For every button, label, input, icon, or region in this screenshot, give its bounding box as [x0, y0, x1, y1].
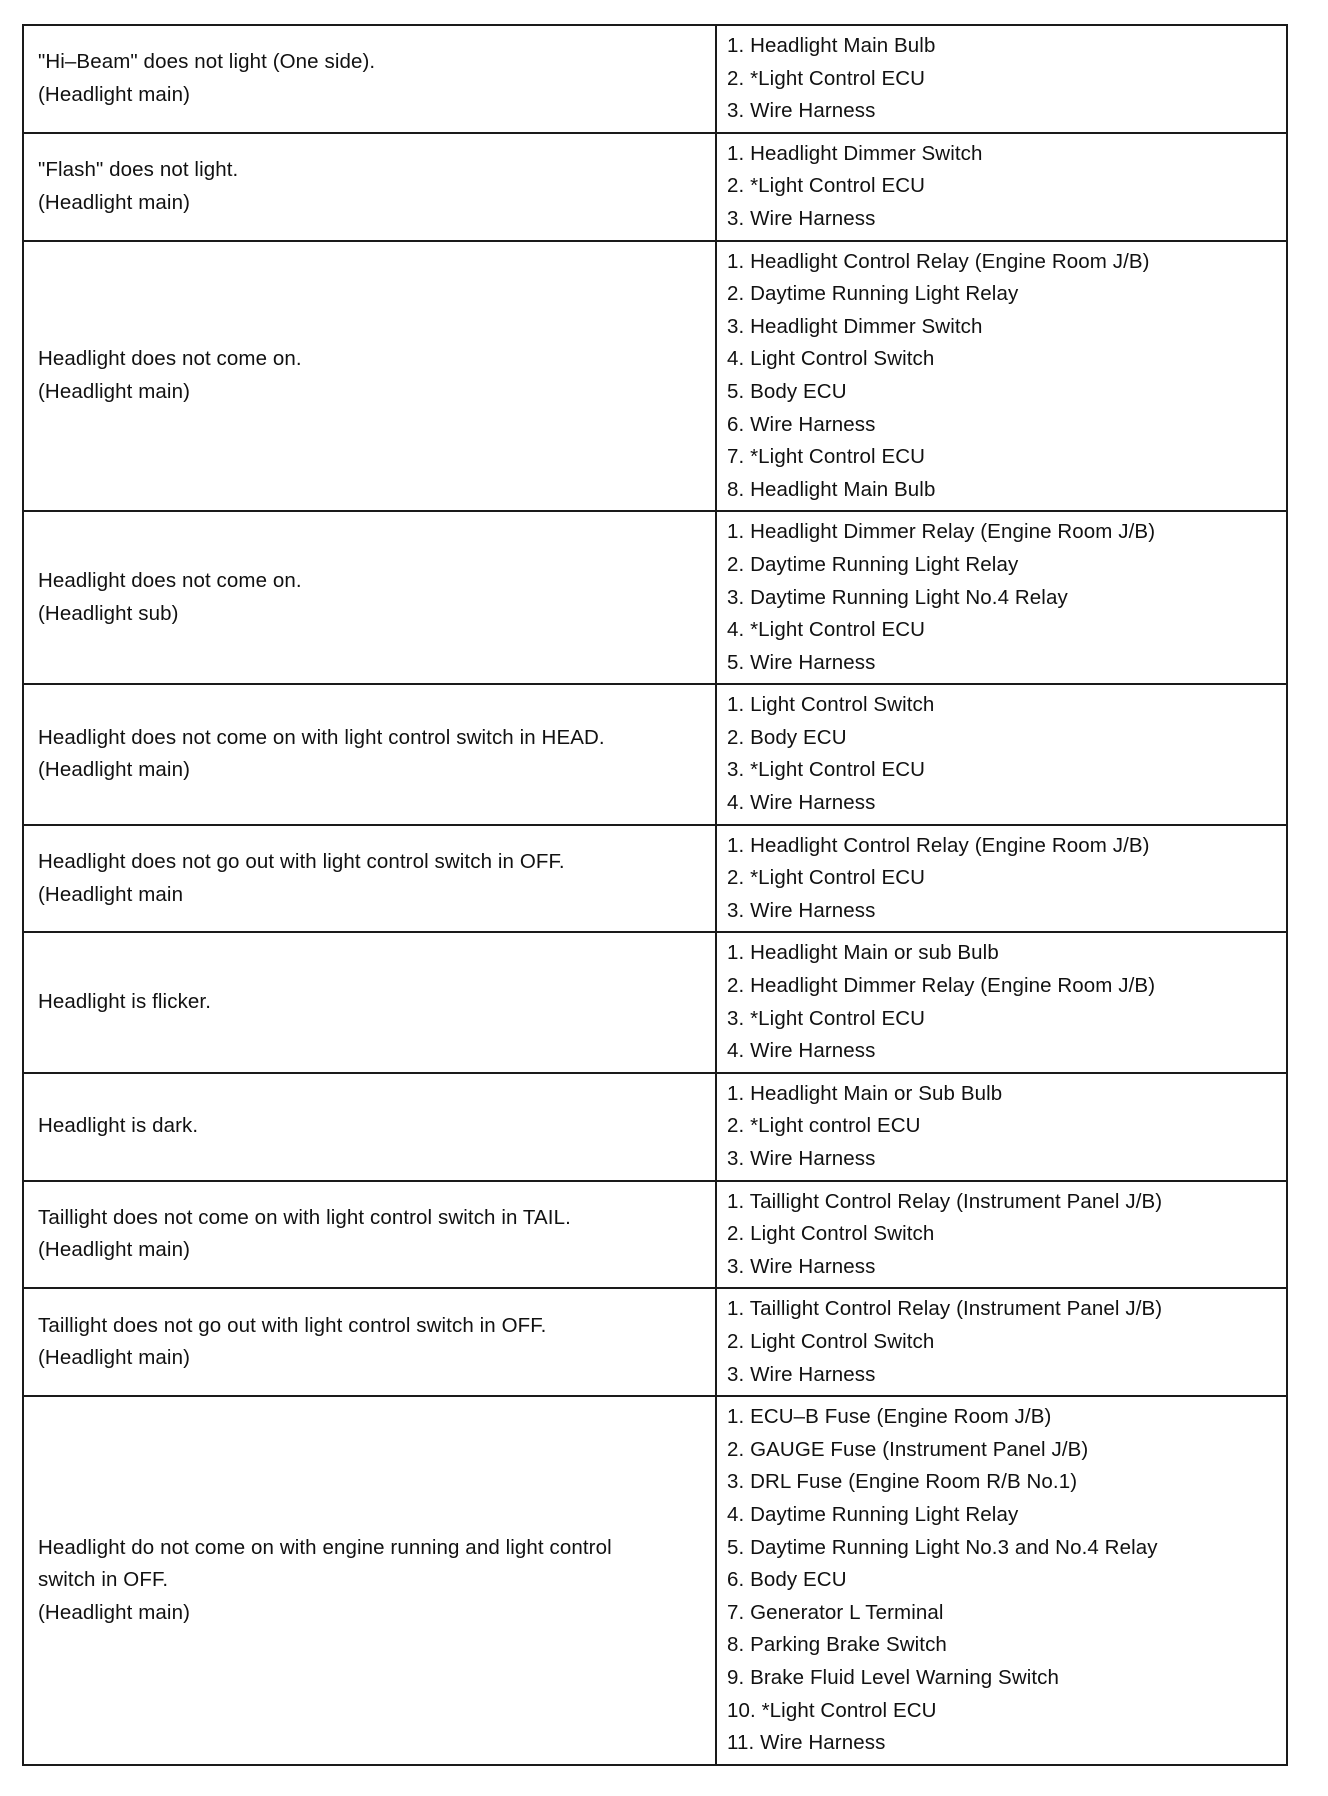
- symptom-text-line: Headlight does not come on.: [38, 569, 302, 593]
- symptom-text-line: (Headlight main): [38, 1238, 190, 1262]
- suspect-area-item: 4. Wire Harness: [727, 1039, 876, 1063]
- suspect-area-cell: [716, 1181, 1287, 1289]
- suspect-area-cell: [716, 1073, 1287, 1181]
- symptom-text-line: (Headlight main): [38, 379, 190, 403]
- symptom-text-line: Headlight do not come on with engine running and light control: [38, 1535, 612, 1559]
- suspect-area-item: 1. Taillight Control Relay (Instrument Panel J/B): [727, 1189, 1163, 1213]
- suspect-area-cell: [716, 511, 1287, 684]
- table-row: [23, 511, 1287, 684]
- suspect-area-item: 1. Headlight Main Bulb: [727, 34, 936, 57]
- suspect-area-item: 11. Wire Harness: [727, 1731, 886, 1755]
- suspect-area-item: 3. Daytime Running Light No.4 Relay: [727, 585, 1068, 609]
- suspect-area-cell: [716, 1396, 1287, 1765]
- suspect-area-cell: [716, 825, 1287, 933]
- symptom-cell: [23, 825, 716, 933]
- suspect-area-item: 5. Body ECU: [727, 379, 847, 403]
- suspect-area-item: 10. *Light Control ECU: [727, 1698, 937, 1722]
- suspect-area-item: 3. Wire Harness: [727, 1147, 876, 1170]
- suspect-area-item: 1. Headlight Main or Sub Bulb: [727, 1081, 1003, 1105]
- symptom-cell: [23, 1073, 716, 1181]
- symptom-text-line: (Headlight main): [38, 190, 190, 214]
- symptom-text-line: (Headlight main): [38, 1346, 190, 1370]
- suspect-area-item: 2. Light Control Switch: [727, 1329, 935, 1353]
- suspect-area-item: 6. Wire Harness: [727, 412, 876, 436]
- suspect-area-cell: [716, 1288, 1287, 1396]
- symptom-cell: [23, 1288, 716, 1396]
- suspect-area-item: 2. GAUGE Fuse (Instrument Panel J/B): [727, 1437, 1089, 1461]
- symptom-text-line: Headlight is flicker.: [38, 990, 212, 1014]
- symptom-text-line: (Headlight main): [38, 1600, 190, 1624]
- suspect-area-item: 2. Daytime Running Light Relay: [727, 552, 1019, 576]
- suspect-area-item: 3. Wire Harness: [727, 206, 876, 230]
- symptom-text-line: "Flash" does not light.: [38, 158, 239, 182]
- table-row: [23, 825, 1287, 933]
- suspect-area-item: 4. Daytime Running Light Relay: [727, 1502, 1019, 1526]
- suspect-area-item: 1. Headlight Main or sub Bulb: [727, 941, 999, 965]
- symptom-cell: [23, 133, 716, 241]
- suspect-area-item: 1. ECU–B Fuse (Engine Room J/B): [727, 1405, 1052, 1429]
- symptom-cell: [23, 1181, 716, 1289]
- symptom-text-line: (Headlight sub): [38, 601, 179, 625]
- suspect-area-item: 1. Headlight Dimmer Relay (Engine Room J/B): [727, 520, 1156, 544]
- suspect-area-item: 3. *Light Control ECU: [727, 758, 926, 782]
- symptom-text-line: Headlight does not go out with light control switch in OFF.: [38, 849, 565, 873]
- suspect-area-item: 1. Light Control Switch: [727, 693, 935, 717]
- suspect-area-item: 7. *Light Control ECU: [727, 445, 926, 469]
- suspect-area-item: 1. Headlight Control Relay (Engine Room J/B): [727, 833, 1150, 857]
- suspect-area-item: 4. Wire Harness: [727, 791, 876, 815]
- suspect-area-item: 4. *Light Control ECU: [727, 618, 926, 642]
- suspect-area-cell: [716, 25, 1287, 133]
- suspect-area-item: 8. Parking Brake Switch: [727, 1633, 947, 1657]
- symptom-text-line: switch in OFF.: [38, 1568, 169, 1592]
- symptom-text-line: (Headlight main: [38, 882, 184, 906]
- suspect-area-item: 2. Headlight Dimmer Relay (Engine Room J/B): [727, 974, 1156, 998]
- suspect-area-cell: [716, 684, 1287, 824]
- table-row: [23, 684, 1287, 824]
- table-body: [23, 25, 1287, 1765]
- suspect-area-item: 3. Wire Harness: [727, 1362, 876, 1386]
- suspect-area-item: 2. *Light Control ECU: [727, 174, 926, 198]
- symptom-text-line: Headlight does not come on with light control switch in HEAD.: [38, 725, 605, 749]
- suspect-area-cell: [716, 241, 1287, 512]
- suspect-area-item: 5. Wire Harness: [727, 650, 876, 674]
- symptom-cell: [23, 1396, 716, 1765]
- suspect-area-item: 6. Body ECU: [727, 1568, 847, 1592]
- suspect-area-item: 3. Wire Harness: [727, 99, 876, 123]
- symptom-text-line: (Headlight main): [38, 758, 190, 782]
- suspect-area-item: 3. DRL Fuse (Engine Room R/B No.1): [727, 1470, 1078, 1494]
- table-row: [23, 932, 1287, 1072]
- suspect-area-item: 1. Taillight Control Relay (Instrument Panel J/B): [727, 1297, 1163, 1321]
- troubleshooting-page: [22, 24, 1288, 1766]
- suspect-area-item: 1. Headlight Control Relay (Engine Room J/B): [727, 249, 1150, 273]
- suspect-area-item: 5. Daytime Running Light No.3 and No.4 Relay: [727, 1535, 1158, 1559]
- table-row: [23, 241, 1287, 512]
- symptom-cell: [23, 684, 716, 824]
- suspect-area-item: 2. *Light Control ECU: [727, 66, 926, 90]
- symptom-text-line: Taillight does not go out with light control switch in OFF.: [38, 1313, 547, 1337]
- suspect-area-cell: [716, 932, 1287, 1072]
- suspect-area-item: 3. Wire Harness: [727, 898, 876, 922]
- suspect-area-cell: [716, 133, 1287, 241]
- suspect-area-item: 2. Light Control Switch: [727, 1222, 935, 1246]
- symptom-text-line: Headlight is dark.: [38, 1114, 199, 1138]
- suspect-area-item: 2. Daytime Running Light Relay: [727, 282, 1019, 306]
- suspect-area-item: 8. Headlight Main Bulb: [727, 477, 936, 501]
- suspect-area-item: 2. Body ECU: [727, 725, 847, 749]
- table-row: [23, 25, 1287, 133]
- symptom-cell: [23, 241, 716, 512]
- symptom-cell: [23, 932, 716, 1072]
- suspect-area-item: 9. Brake Fluid Level Warning Switch: [727, 1665, 1060, 1689]
- suspect-area-item: 3. Wire Harness: [727, 1254, 876, 1278]
- symptom-text-line: Headlight does not come on.: [38, 347, 302, 371]
- suspect-area-item: 2. *Light Control ECU: [727, 866, 926, 890]
- suspect-area-item: 4. Light Control Switch: [727, 347, 935, 371]
- symptom-text-line: (Headlight main): [38, 82, 190, 106]
- problem-symptoms-table: [22, 24, 1288, 1766]
- symptom-cell: [23, 25, 716, 133]
- table-row: [23, 1396, 1287, 1765]
- table-row: [23, 1181, 1287, 1289]
- table-row: [23, 133, 1287, 241]
- suspect-area-item: 1. Headlight Dimmer Switch: [727, 141, 983, 165]
- table-row: [23, 1288, 1287, 1396]
- suspect-area-item: 7. Generator L Terminal: [727, 1600, 944, 1624]
- suspect-area-item: 2. *Light control ECU: [727, 1114, 921, 1138]
- suspect-area-item: 3. Headlight Dimmer Switch: [727, 314, 983, 338]
- suspect-area-item: 3. *Light Control ECU: [727, 1006, 926, 1030]
- symptom-cell: [23, 511, 716, 684]
- symptom-text-line: Taillight does not come on with light control switch in TAIL.: [38, 1205, 571, 1229]
- table-row: [23, 1073, 1287, 1181]
- symptom-text-line: "Hi–Beam" does not light (One side).: [38, 50, 376, 74]
